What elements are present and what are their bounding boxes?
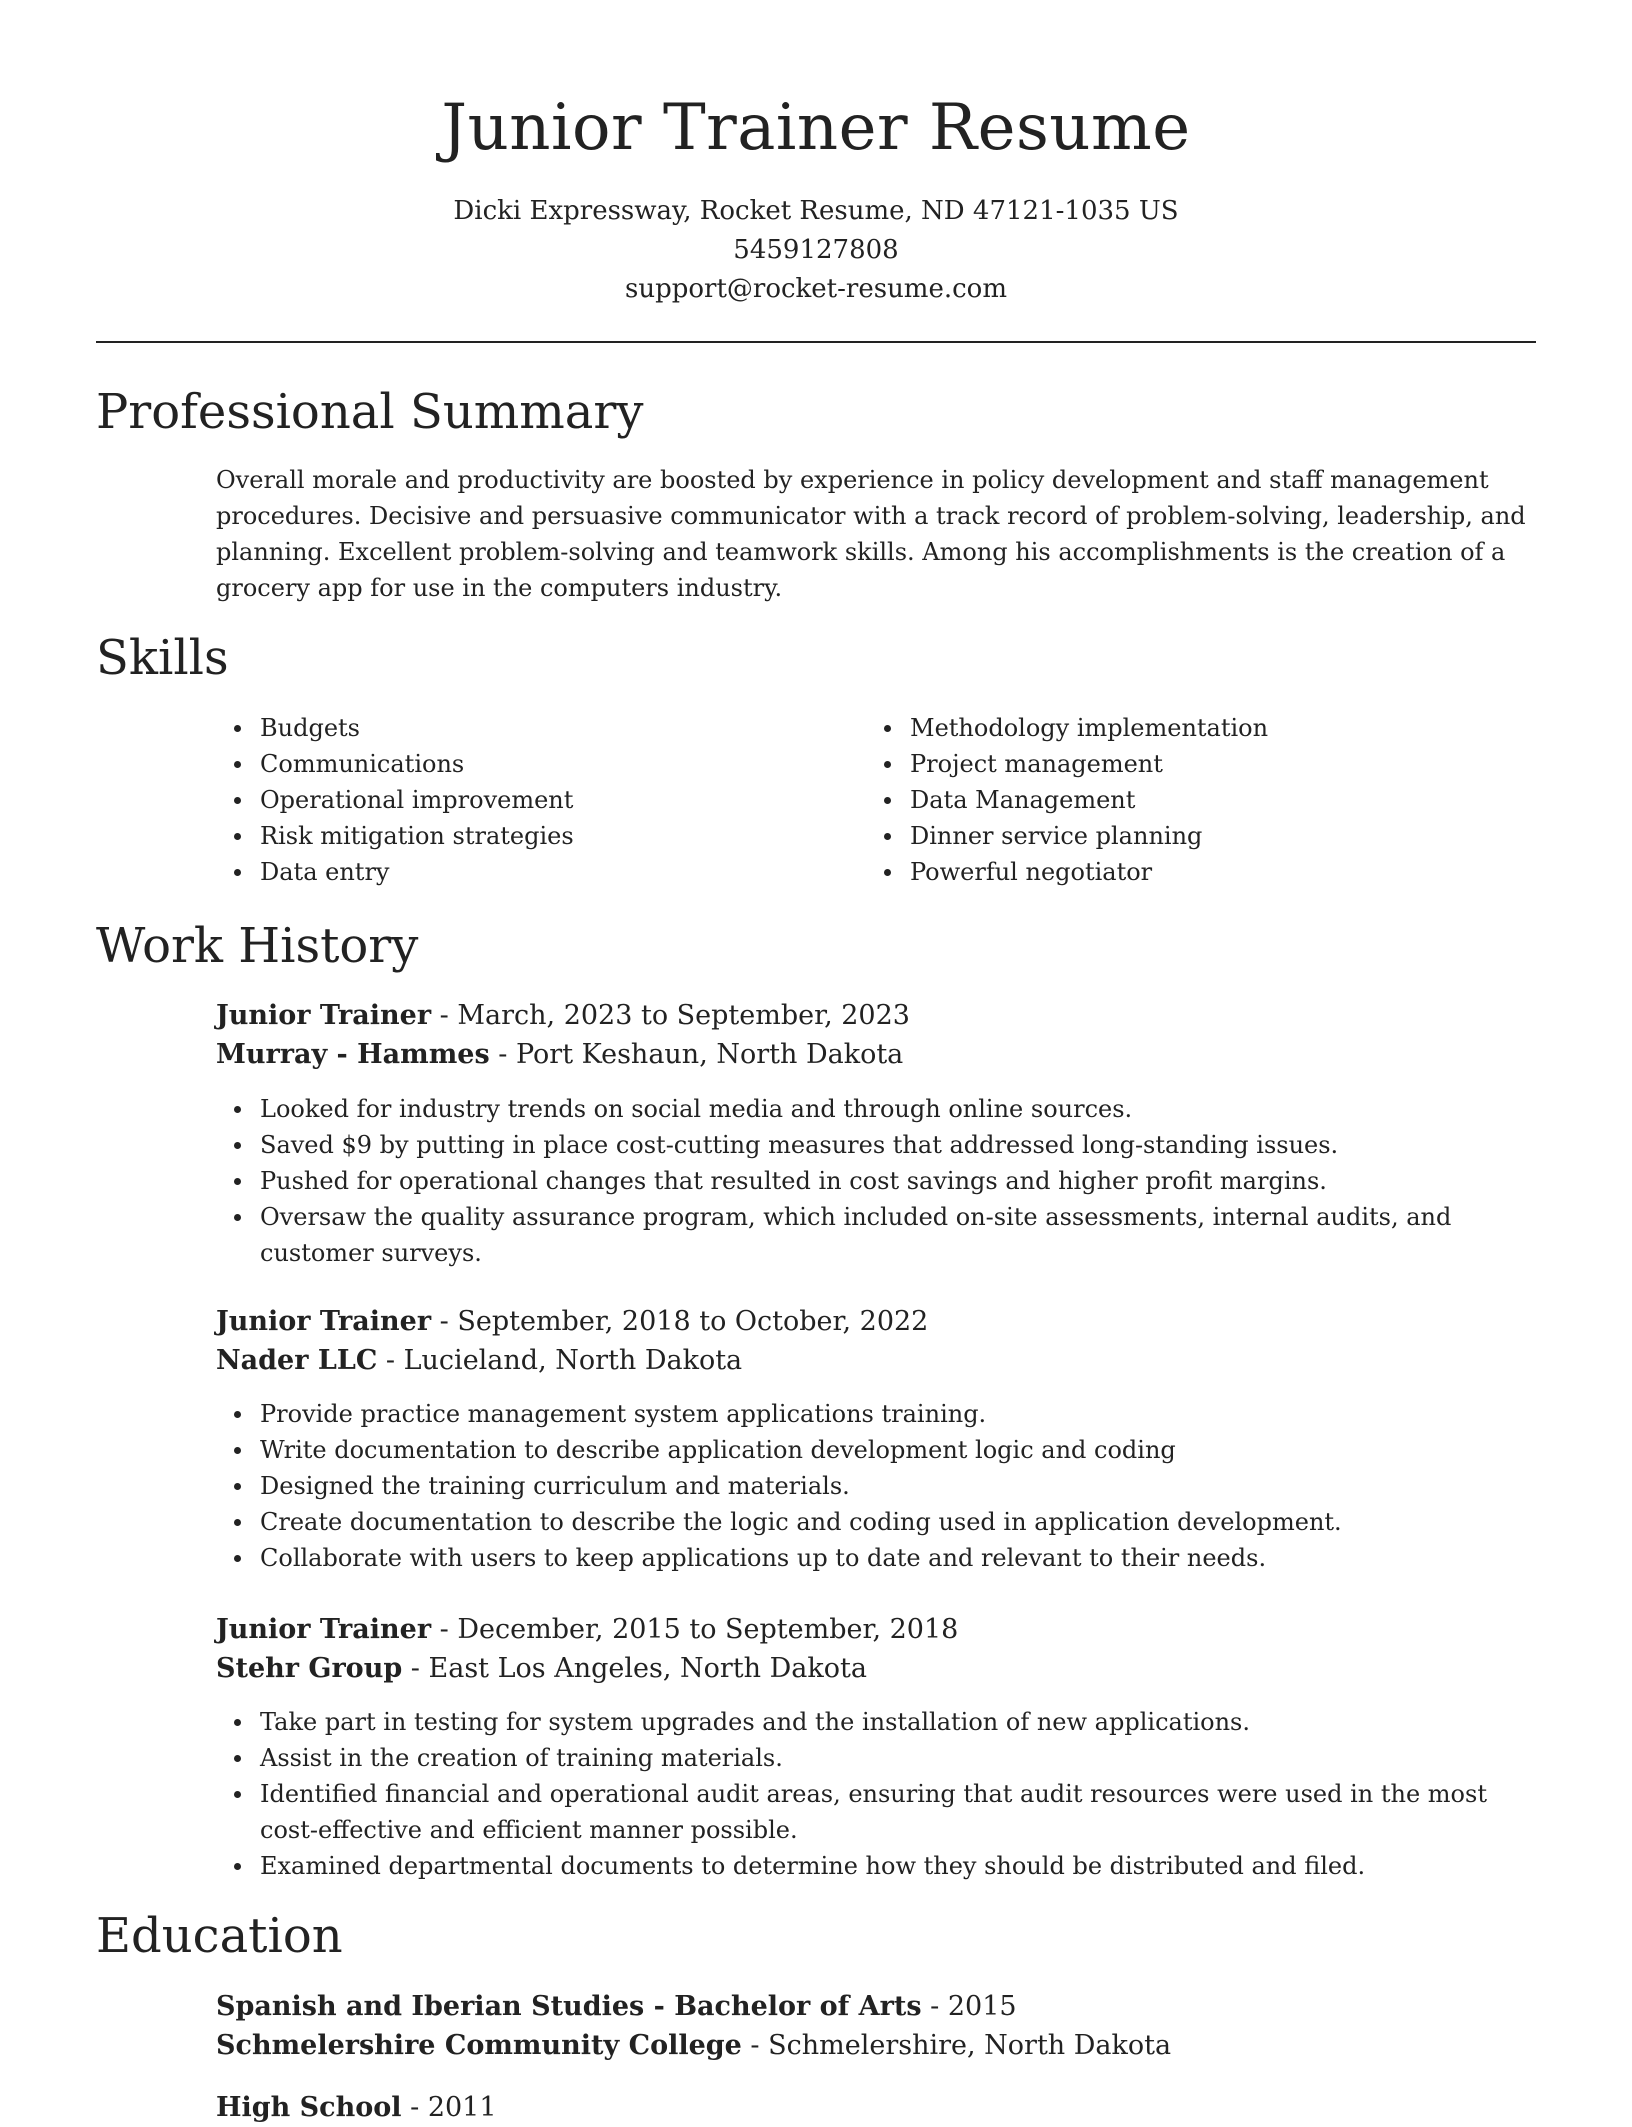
job-bullets (216, 1091, 1536, 1271)
job-role: Junior Trainer (216, 1000, 432, 1031)
education-school: Schmelershire Community College (216, 2030, 742, 2061)
job-bullet: Looked for industry trends on social media and through online sources. (216, 1091, 1536, 1127)
job-header (216, 996, 1536, 1074)
skills-list-left (216, 710, 856, 890)
section-title-education: Education (96, 1908, 343, 1964)
job-bullets (216, 1396, 1536, 1576)
contact-phone: 5459127808 (733, 235, 899, 265)
skill-item: Methodology implementation (866, 710, 1506, 746)
education-year: - 2011 (401, 2092, 497, 2123)
education-year: - 2015 (921, 1991, 1017, 2022)
job-header (216, 1302, 1536, 1380)
contact-block (96, 192, 1536, 309)
education-entry (216, 2088, 1536, 2127)
education-location: - Schmelershire, North Dakota (741, 2030, 1172, 2061)
skill-item: Dinner service planning (866, 818, 1506, 854)
education-entry (216, 1987, 1536, 2065)
skill-item: Communications (216, 746, 856, 782)
job-bullet: Provide practice management system applications training. (216, 1396, 1536, 1432)
job-role: Junior Trainer (216, 1614, 432, 1645)
job-dates: - December, 2015 to September, 2018 (431, 1614, 959, 1645)
job-company: Nader LLC (216, 1345, 378, 1376)
skill-item: Data entry (216, 854, 856, 890)
job-bullet: Pushed for operational changes that resulted in cost savings and higher profit margins. (216, 1163, 1536, 1199)
skill-item: Data Management (866, 782, 1506, 818)
resume-title: Junior Trainer Resume (441, 91, 1191, 165)
job-dates: - March, 2023 to September, 2023 (431, 1000, 910, 1031)
job-dates: - September, 2018 to October, 2022 (431, 1306, 929, 1337)
job-bullet: Write documentation to describe application development logic and coding (216, 1432, 1536, 1468)
job-bullet: Take part in testing for system upgrades and the installation of new applications. (216, 1704, 1536, 1740)
job-bullet: Collaborate with users to keep applications up to date and relevant to their needs. (216, 1540, 1536, 1576)
skill-item: Powerful negotiator (866, 854, 1506, 890)
job-company: Stehr Group (216, 1653, 403, 1684)
skill-item: Budgets (216, 710, 856, 746)
job-bullet: Examined departmental documents to determine how they should be distributed and filed. (216, 1848, 1536, 1884)
skill-item: Project management (866, 746, 1506, 782)
job-role: Junior Trainer (216, 1306, 432, 1337)
education-degree: Spanish and Iberian Studies - Bachelor of Arts (216, 1991, 922, 2022)
job-location: - East Los Angeles, North Dakota (402, 1653, 867, 1684)
header-divider (96, 341, 1536, 343)
education-degree: High School (216, 2092, 402, 2123)
job-location: - Lucieland, North Dakota (377, 1345, 743, 1376)
job-bullet: Designed the training curriculum and materials. (216, 1468, 1536, 1504)
skills-list-right (866, 710, 1506, 890)
job-company: Murray - Hammes (216, 1039, 490, 1070)
job-bullets (216, 1704, 1536, 1884)
section-title-skills: Skills (96, 630, 229, 686)
summary-text: Overall morale and productivity are boosted by experience in policy development and staff management procedures. Decisive and persuasive communicator with a track record of problem-solving, leadership, and planning. Excellent problem-solving and teamwork skills. Among his accomplishments is the creation of a grocery app for use in the computers industry. (216, 466, 1526, 602)
job-bullet: Saved $9 by putting in place cost-cutting measures that addressed long-standing issues. (216, 1127, 1536, 1163)
job-bullet: Assist in the creation of training materials. (216, 1740, 1536, 1776)
job-bullet: Oversaw the quality assurance program, which included on-site assessments, internal audits, and customer surveys. (216, 1199, 1536, 1271)
section-title-work: Work History (96, 918, 419, 974)
job-header (216, 1610, 1536, 1688)
section-title-summary: Professional Summary (96, 384, 644, 440)
skill-item: Operational improvement (216, 782, 856, 818)
job-location: - Port Keshaun, North Dakota (489, 1039, 904, 1070)
skill-item: Risk mitigation strategies (216, 818, 856, 854)
job-bullet: Create documentation to describe the logic and coding used in application development. (216, 1504, 1536, 1540)
contact-address: Dicki Expressway, Rocket Resume, ND 47121-1035 US (453, 196, 1179, 226)
job-bullet: Identified financial and operational audit areas, ensuring that audit resources were used in the most cost-effective and efficient manner possible. (216, 1776, 1536, 1848)
contact-email: support@rocket-resume.com (624, 274, 1007, 304)
